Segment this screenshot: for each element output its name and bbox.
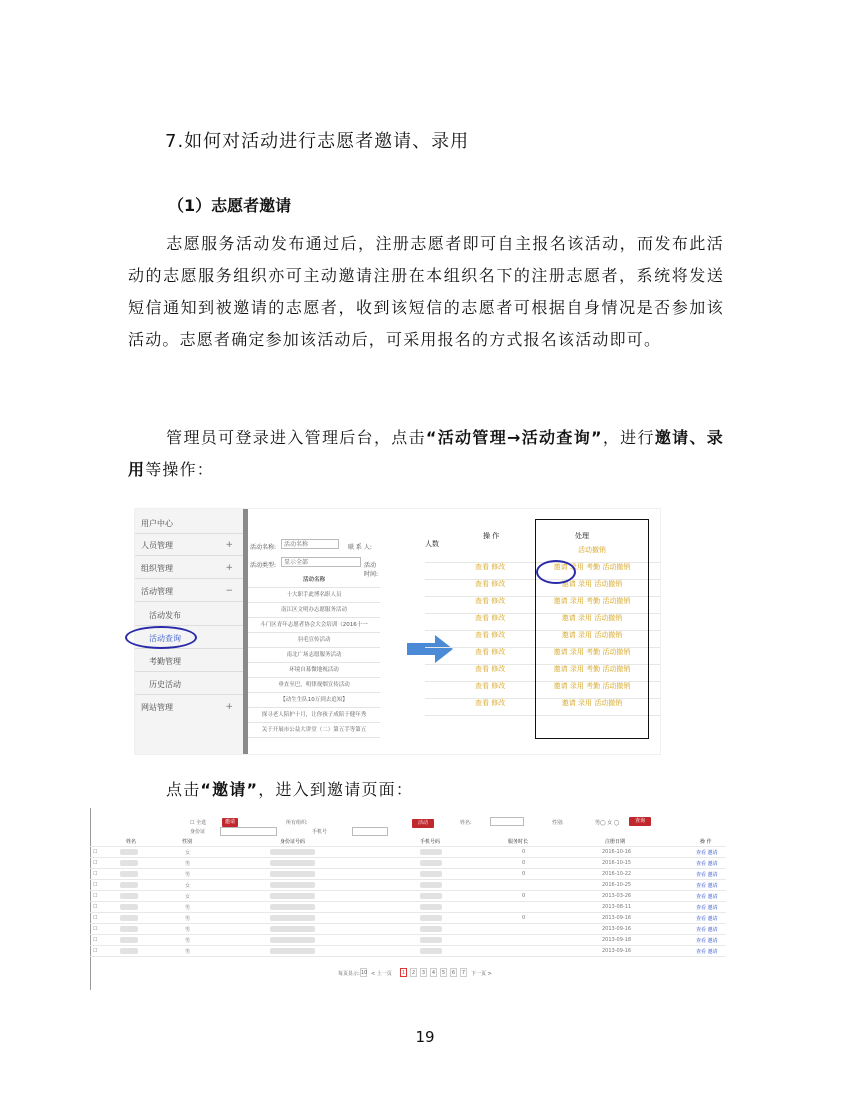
sidebar-item-attendance[interactable]: 考勤管理 (149, 657, 181, 666)
gender-label: 性别: (552, 820, 564, 826)
row-action-links[interactable]: 查看 邀请 (696, 872, 718, 878)
sidebar-item-user-center[interactable]: 用户中心 (141, 519, 173, 528)
highlight-box (535, 519, 649, 739)
page-1[interactable]: 1 (401, 970, 406, 976)
row-actions[interactable]: 邀请 录用 活动撤销 (561, 580, 623, 588)
list-item: 羽毛宣传活动 (248, 633, 380, 648)
page-number: 19 (415, 1028, 435, 1046)
name-label: 姓名: (460, 820, 472, 826)
row-ops[interactable]: 查看 修改 (475, 665, 506, 673)
table-row: ☐ 男 2013-09-16 查看 邀请 (90, 946, 726, 957)
org-label: 所有组织: (286, 820, 308, 826)
list-item: 关于开展市公益大讲堂（二）第五手等第五 (248, 723, 380, 738)
filter-contact-label: 联 系 人: (348, 544, 372, 551)
page-7[interactable]: 7 (461, 970, 466, 976)
activity-type-select[interactable]: 显示全部 (281, 557, 361, 567)
pager-label: 每页显示: (338, 971, 360, 977)
header-date: 注册日期 (605, 839, 626, 845)
phone-label: 手机号 (312, 829, 328, 835)
row-ops[interactable]: 查看 修改 (475, 580, 506, 588)
col-ops-header: 操 作 (483, 532, 500, 540)
row-ops[interactable]: 查看 修改 (475, 699, 506, 707)
paragraph-1-text: 志愿服务活动发布通过后，注册志愿者即可自主报名该活动，而发布此活动的志愿服务组织亦可主动邀请注册在本组织名下的注册志愿者，系统将发送短信通知到被邀请的志愿者，收到该短信的志愿者可根据自身情况是否参加该活动。志愿者确定参加该活动后，可采用报名的方式报名该活动即可。 (128, 234, 724, 349)
paragraph-1 (128, 228, 724, 356)
minus-icon: − (225, 586, 233, 596)
row-ops[interactable]: 查看 修改 (475, 563, 506, 571)
invite-admit-bold: 邀请、录用 (128, 428, 724, 479)
table-row: ☐ 女 0 2016-10-16 查看 邀请 (90, 847, 726, 858)
section-heading: 7.如何对活动进行志愿者邀请、录用 (165, 131, 470, 152)
list-item: 环境自募微地视活动 (248, 663, 380, 678)
invite-bold: “邀请” (200, 780, 259, 799)
header-ops: 操 作 (700, 839, 712, 845)
list-item: 斗门区青年志愿者协会大会培训（2016十一 (248, 618, 380, 633)
filter-time-label: 活动时间: (364, 562, 379, 578)
header-gender: 性别 (182, 839, 193, 845)
row-actions[interactable]: 邀请 录用 考勤 活动撤销 (553, 682, 631, 690)
next-page[interactable]: 下一页 > (471, 971, 492, 977)
caption-2-pre: 点击 (166, 780, 201, 799)
row-actions[interactable]: 邀请 录用 活动撤销 (561, 614, 623, 622)
row-action-links[interactable]: 查看 邀请 (696, 938, 718, 944)
row-action-links[interactable]: 查看 邀请 (696, 894, 718, 900)
invite-button[interactable]: 邀请 (222, 818, 238, 827)
page-5[interactable]: 5 (441, 970, 446, 976)
row-actions[interactable]: 邀请 录用 活动撤销 (561, 631, 623, 639)
table-row: ☐ 男 0 2016-10-22 查看 邀请 (90, 869, 726, 880)
sidebar-item-history[interactable]: 历史活动 (149, 680, 181, 689)
list-item: 南北广场志愿服务活动 (248, 648, 380, 663)
table-row: ☐ 女 2016-10-25 查看 邀请 (90, 880, 726, 891)
sidebar-item-org[interactable]: 组织管理 (141, 564, 173, 573)
header-name: 姓名 (126, 839, 137, 845)
row-action-links[interactable]: 查看 邀请 (696, 927, 718, 933)
query-button[interactable]: 查询 (629, 817, 651, 826)
activity-button[interactable]: 活动 (412, 819, 434, 828)
row-ops[interactable]: 查看 修改 (475, 597, 506, 605)
filter-name-label: 活动名称: (250, 544, 277, 551)
filter-type-label: 活动类型: (250, 562, 277, 569)
activity-list-panel (248, 509, 380, 754)
action-table (425, 509, 660, 754)
plus-icon: + (225, 702, 233, 712)
col-handle-header: 处理 (575, 532, 589, 540)
row-action-links[interactable]: 查看 邀请 (696, 883, 718, 889)
table-row: ☐ 男 0 2013-09-16 查看 邀请 (90, 913, 726, 924)
paragraph-2-pre: 管理员可登录进入管理后台，点击 (166, 428, 426, 447)
name-input[interactable] (490, 817, 524, 826)
plus-icon: + (225, 563, 233, 573)
list-item: 十大职手此博名职人员 (248, 588, 380, 603)
phone-input[interactable] (352, 827, 388, 836)
row-action-links[interactable]: 查看 邀请 (696, 916, 718, 922)
list-header: 活动名称 (248, 573, 380, 588)
idcard-label: 身份证 (190, 829, 206, 835)
row-actions[interactable]: 邀请 录用 考勤 活动撤销 (553, 648, 631, 656)
highlight-circle-invite (536, 560, 576, 584)
page-size-select[interactable]: 10 (361, 970, 368, 976)
header-idcard: 身份证号码 (280, 839, 306, 845)
row-ops[interactable]: 查看 修改 (475, 682, 506, 690)
row-action-links[interactable]: 查看 邀请 (696, 949, 718, 955)
list-item: 垂直至巴，明律视烟宣传活动 (248, 678, 380, 693)
highlight-circle-query (125, 626, 197, 649)
page-6[interactable]: 6 (451, 970, 456, 976)
page-3[interactable]: 3 (421, 970, 426, 976)
row-actions[interactable]: 活动撤销 (578, 546, 606, 554)
sidebar-item-publish[interactable]: 活动发布 (149, 611, 181, 620)
sidebar-item-activity[interactable]: 活动管理 (141, 587, 173, 596)
sidebar-item-site[interactable]: 网站管理 (141, 703, 173, 712)
idcard-input[interactable] (220, 827, 277, 836)
table-row: ☐ 女 0 2013-03-26 查看 邀请 (90, 891, 726, 902)
table-row: ☐ 男 2013-08-11 查看 邀请 (90, 902, 726, 913)
header-phone: 手机号码 (420, 839, 441, 845)
subsection-heading: （1）志愿者邀请 (168, 196, 292, 215)
invite-page-screenshot (90, 808, 728, 988)
paragraph-2-mid: ，进行 (602, 428, 655, 447)
check-all-label: 全选 (196, 820, 207, 826)
table-row: ☐ 男 0 2016-10-15 查看 邀请 (90, 858, 726, 869)
list-item: 【动生生队10万到去追知】 (248, 693, 380, 708)
check-all[interactable]: ☐ 全选 (190, 820, 207, 826)
menu-path-bold: “活动管理→活动查询” (425, 428, 603, 447)
row-actions[interactable]: 邀请 录用 考勤 活动撤销 (553, 563, 631, 571)
col-count-header: 人数 (425, 540, 439, 548)
table-row: ☐ 男 2013-09-16 查看 邀请 (90, 924, 726, 935)
sidebar-item-people[interactable]: 人员管理 (141, 541, 173, 550)
list-item: 探寻老人陪护十月，让你孩子成陪于健年秀 (248, 708, 380, 723)
page-4[interactable]: 4 (431, 970, 436, 976)
row-action-links[interactable]: 查看 邀请 (696, 850, 718, 856)
row-action-links[interactable]: 查看 邀请 (696, 861, 718, 867)
page-2[interactable]: 2 (411, 970, 416, 976)
admin-screenshot (134, 508, 661, 755)
row-action-links[interactable]: 查看 邀请 (696, 905, 718, 911)
row-ops[interactable]: 查看 修改 (475, 648, 506, 656)
row-actions[interactable]: 邀请 录用 考勤 活动撤销 (553, 597, 631, 605)
list-item: 南江区文明办志愿服务活动 (248, 603, 380, 618)
caption-2 (128, 774, 724, 806)
table-row: ☐ 男 2013-09-18 查看 邀请 (90, 935, 726, 946)
row-ops[interactable]: 查看 修改 (475, 614, 506, 622)
row-actions[interactable]: 邀请 录用 考勤 活动撤销 (553, 665, 631, 673)
gender-radio[interactable]: 男◯ 女 ◯ (595, 820, 620, 826)
paragraph-2 (128, 422, 724, 486)
prev-page[interactable]: < 上一页 (371, 971, 392, 977)
sidebar-item-query[interactable]: 活动查询 (149, 634, 181, 643)
header-hours: 服务时长 (508, 839, 529, 845)
activity-name-input[interactable]: 活动名称 (281, 539, 339, 549)
caption-2-post: ，进入到邀请页面： (258, 780, 414, 799)
row-actions[interactable]: 邀请 录用 活动撤销 (561, 699, 623, 707)
plus-icon: + (225, 540, 233, 550)
row-ops[interactable]: 查看 修改 (475, 631, 506, 639)
paragraph-2-post: 等操作： (145, 460, 215, 479)
